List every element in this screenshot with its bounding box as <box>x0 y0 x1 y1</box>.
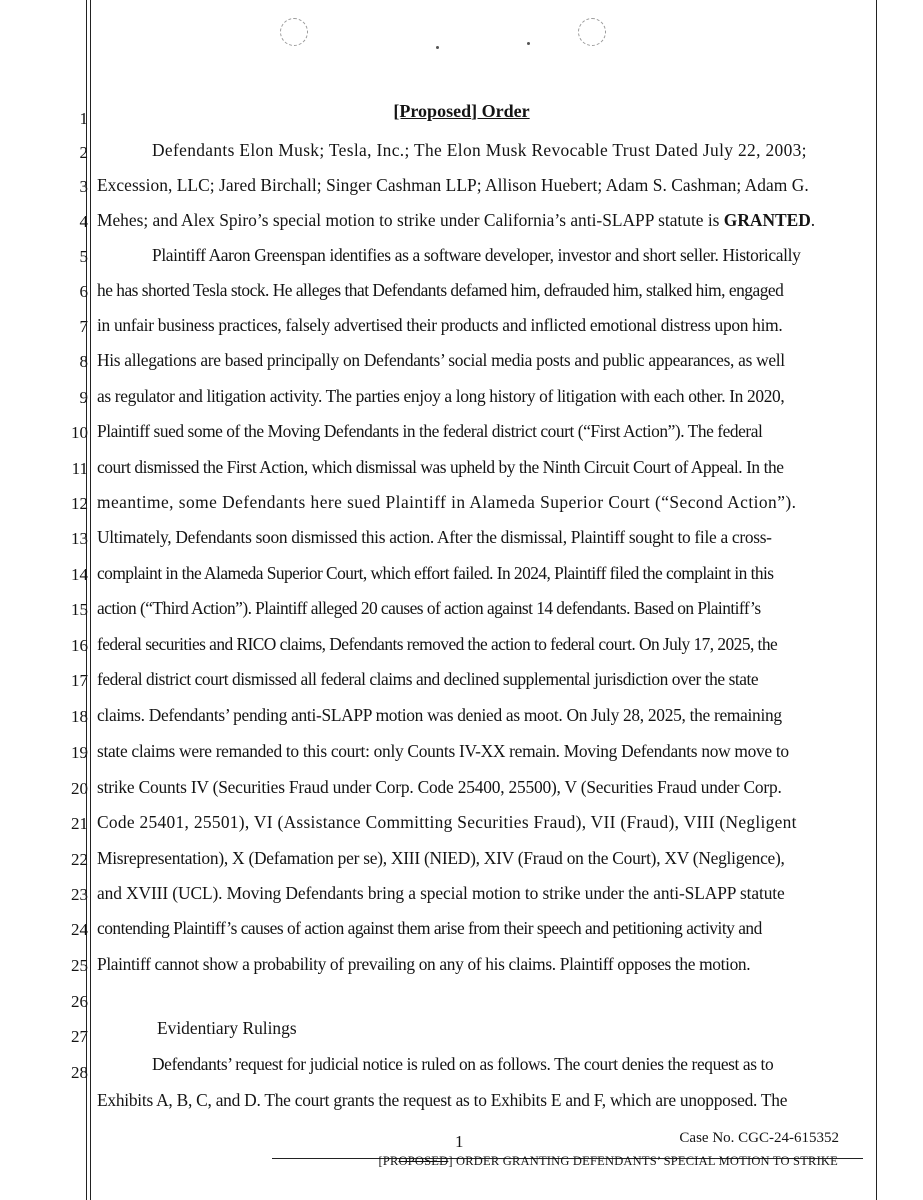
body-line: Plaintiff cannot show a probability of prevailing on any of his claims. Plaintiff opposes the motion. <box>97 954 751 974</box>
body-line: Code 25401, 25501), VI (Assistance Committing Securities Fraud), VII (Fraud), VIII (Negligent <box>97 812 797 832</box>
line-number: 4 <box>79 212 88 231</box>
body-line: Excession, LLC; Jared Birchall; Singer Cashman LLP; Allison Huebert; Adam S. Cashman; Adam G. <box>97 175 809 195</box>
line-number: 16 <box>71 636 88 655</box>
line-number: 17 <box>71 671 88 690</box>
body-line: in unfair business practices, falsely advertised their products and inflicted emotional distress upon him. <box>97 315 783 335</box>
body-line: strike Counts IV (Securities Fraud under Corp. Code 25400, 25500), V (Securities Fraud under Corp. <box>97 777 782 797</box>
scan-speck <box>436 46 439 49</box>
line-number: 10 <box>71 423 88 442</box>
line-number: 3 <box>79 177 88 196</box>
line-number: 21 <box>71 814 88 833</box>
body-line: Plaintiff Aaron Greenspan identifies as a software developer, investor and short seller. Historically <box>152 245 801 265</box>
line-number: 15 <box>71 600 88 619</box>
line-number: 20 <box>71 779 88 798</box>
page-number: 1 <box>455 1132 464 1151</box>
body-line: he has shorted Tesla stock. He alleges that Defendants defamed him, defrauded him, stalked him, engaged <box>97 280 784 300</box>
line-number: 23 <box>71 885 88 904</box>
line-number: 13 <box>71 529 88 548</box>
line-number: 22 <box>71 850 88 869</box>
line-number: 28 <box>71 1063 88 1082</box>
punch-hole-mark <box>280 18 308 46</box>
body-line: as regulator and litigation activity. The parties enjoy a long history of litigation with each other. In 2020, <box>97 386 785 406</box>
margin-rule-left-inner <box>90 0 91 1200</box>
granted-emphasis: GRANTED <box>723 210 811 230</box>
body-line: Defendants Elon Musk; Tesla, Inc.; The Elon Musk Revocable Trust Dated July 22, 2003; <box>152 140 807 160</box>
body-line: federal district court dismissed all federal claims and declined supplemental jurisdiction over the state <box>97 669 759 689</box>
body-line: contending Plaintiff’s causes of action against them arise from their speech and petitioning activity and <box>97 918 762 938</box>
body-line: Plaintiff sued some of the Moving Defendants in the federal district court (“First Action”). The federal <box>97 421 763 441</box>
line-number: 9 <box>79 388 88 407</box>
punch-hole-mark <box>578 18 606 46</box>
body-line: state claims were remanded to this court: only Counts IV-XX remain. Moving Defendants now move to <box>97 741 789 761</box>
body-line: court dismissed the First Action, which dismissal was upheld by the Ninth Circuit Court of Appeal. In the <box>97 457 784 477</box>
body-line: Misrepresentation), X (Defamation per se), XIII (NIED), XIV (Fraud on the Court), XV (Negligence), <box>97 848 785 868</box>
line-number: 1 <box>79 109 88 128</box>
body-line: federal securities and RICO claims, Defendants removed the action to federal court. On July 17, 2025, the <box>97 634 778 654</box>
body-line: and XVIII (UCL). Moving Defendants bring a special motion to strike under the anti-SLAPP statute <box>97 883 785 903</box>
line-number: 8 <box>79 352 88 371</box>
line-number: 19 <box>71 743 88 762</box>
case-number: Case No. CGC-24-615352 <box>679 1130 839 1146</box>
line-number: 25 <box>71 956 88 975</box>
line-number: 24 <box>71 920 88 939</box>
line-number: 6 <box>79 282 88 301</box>
line-number: 14 <box>71 565 88 584</box>
body-line: meantime, some Defendants here sued Plaintiff in Alameda Superior Court (“Second Action”). <box>97 492 797 512</box>
line-number: 11 <box>71 459 88 478</box>
page-title: [Proposed] Order <box>393 101 530 121</box>
line-number: 27 <box>71 1027 88 1046</box>
line-number: 5 <box>79 247 88 266</box>
line-number: 2 <box>79 143 88 162</box>
line-number: 18 <box>71 707 88 726</box>
body-line: Ultimately, Defendants soon dismissed this action. After the dismissal, Plaintiff sought to file a cross- <box>97 527 772 547</box>
body-line: action (“Third Action”). Plaintiff alleged 20 causes of action against 14 defendants. Based on Plaintiff’s <box>97 598 761 618</box>
body-line: Mehes; and Alex Spiro’s special motion to strike under California’s anti-SLAPP statute is GRANTED. <box>97 210 816 230</box>
body-line: complaint in the Alameda Superior Court, which effort failed. In 2024, Plaintiff filed the complaint in this <box>97 563 774 583</box>
line-number: 26 <box>71 992 88 1011</box>
body-line: His allegations are based principally on Defendants’ social media posts and public appearances, as well <box>97 350 785 370</box>
line-number: 12 <box>71 494 88 513</box>
line-number: 7 <box>79 317 88 336</box>
scan-speck <box>527 42 530 45</box>
section-heading: Evidentiary Rulings <box>157 1018 297 1038</box>
body-line: Exhibits A, B, C, and D. The court grants the request as to Exhibits E and F, which are unopposed. The <box>97 1090 788 1110</box>
body-line: claims. Defendants’ pending anti-SLAPP motion was denied as moot. On July 28, 2025, the remaining <box>97 705 782 725</box>
margin-rule-right <box>876 0 877 1200</box>
body-line: Defendants’ request for judicial notice is ruled on as follows. The court denies the request as to <box>152 1054 774 1074</box>
footer-title: [PROPOSED] ORDER GRANTING DEFENDANTS’ SPECIAL MOTION TO STRIKE <box>378 1154 838 1168</box>
